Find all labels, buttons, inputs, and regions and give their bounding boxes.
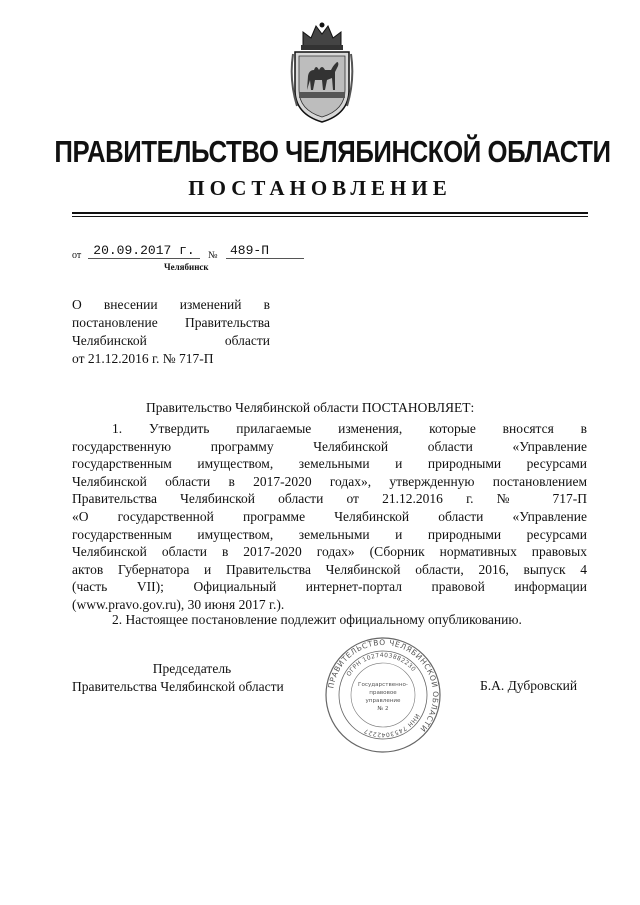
body-line: Челябинской области в 2017-2020 годах», утвержденную постановлением <box>72 473 587 489</box>
seal-center-line: № 2 <box>377 706 389 712</box>
body-line: «О государственной программе Челябинской области «Управление <box>72 508 587 524</box>
document-date: 20.09.2017 г. <box>88 243 200 259</box>
subject-line: Челябинской области <box>72 333 270 348</box>
subject-line: от 21.12.2016 г. № 717-П <box>72 351 214 366</box>
body-line: государственную программу Челябинской области «Управление <box>72 438 587 454</box>
document-type-heading: ПОСТАНОВЛЕНИЕ <box>188 176 452 200</box>
signatory-position-line: Председатель <box>152 661 232 676</box>
signatory-position <box>72 660 312 696</box>
seal-center-line: управление <box>365 698 401 704</box>
city-label: Челябинск <box>164 262 209 272</box>
document-number: 489-П <box>226 243 304 259</box>
item-1-paragraph <box>72 420 587 614</box>
preamble-text: Правительство Челябинской области ПОСТАНОВЛЯЕТ: <box>146 400 475 415</box>
subject-line: постановление Правительства <box>72 315 270 330</box>
svg-text:ОГРН 1027403882230 <box>345 652 417 678</box>
date-prefix-label: от <box>72 250 82 261</box>
seal-inn-text: ИНН 7453042227 <box>362 712 421 739</box>
body-line: 1. Утвердить прилагаемые изменения, которые вносятся в <box>112 421 587 436</box>
number-sign-label: № <box>208 250 218 261</box>
subject-line: О внесении изменений в <box>72 297 270 312</box>
header-rule-thick <box>72 212 588 214</box>
signatory-position-line: Правительства Челябинской области <box>72 679 284 694</box>
body-line: актов Губернатора и Правительства Челябинской области, 2016, выпуск 4 <box>72 561 587 577</box>
signatory-name: Б.А. Дубровский <box>480 678 578 693</box>
body-line: (часть VII); Официальный интернет-портал правовой информации <box>72 579 587 595</box>
item-2-paragraph: 2. Настоящее постановление подлежит официальному опубликованию. <box>112 612 522 627</box>
coat-of-arms-emblem <box>289 20 355 124</box>
body-line: Челябинской области в 2017-2020 годах» (Сборник нормативных правовых <box>72 544 587 560</box>
body-line: государственным имуществом, земельными и природными ресурсами <box>72 526 587 542</box>
official-seal-stamp <box>324 636 442 754</box>
government-title: ПРАВИТЕЛЬСТВО ЧЕЛЯБИНСКОЙ ОБЛАСТИ <box>54 134 611 169</box>
seal-ogrn-text: ОГРН 1027403882230 <box>345 651 417 678</box>
header-rule-thin <box>72 216 588 217</box>
document-subject <box>72 296 270 368</box>
seal-outer-text: ПРАВИТЕЛЬСТВО ЧЕЛЯБИНСКОЙ ОБЛАСТИ <box>326 637 441 734</box>
seal-center-line: Государственно- <box>358 682 408 688</box>
body-line: Правительства Челябинской области от 21.12.2016 г. № 717-П <box>72 491 587 507</box>
body-line: государственным имуществом, земельными и природными ресурсами <box>72 456 587 472</box>
body-line: (www.pravo.gov.ru), 30 июня 2017 г.). <box>72 596 285 612</box>
seal-center-line: правовое <box>369 690 397 696</box>
